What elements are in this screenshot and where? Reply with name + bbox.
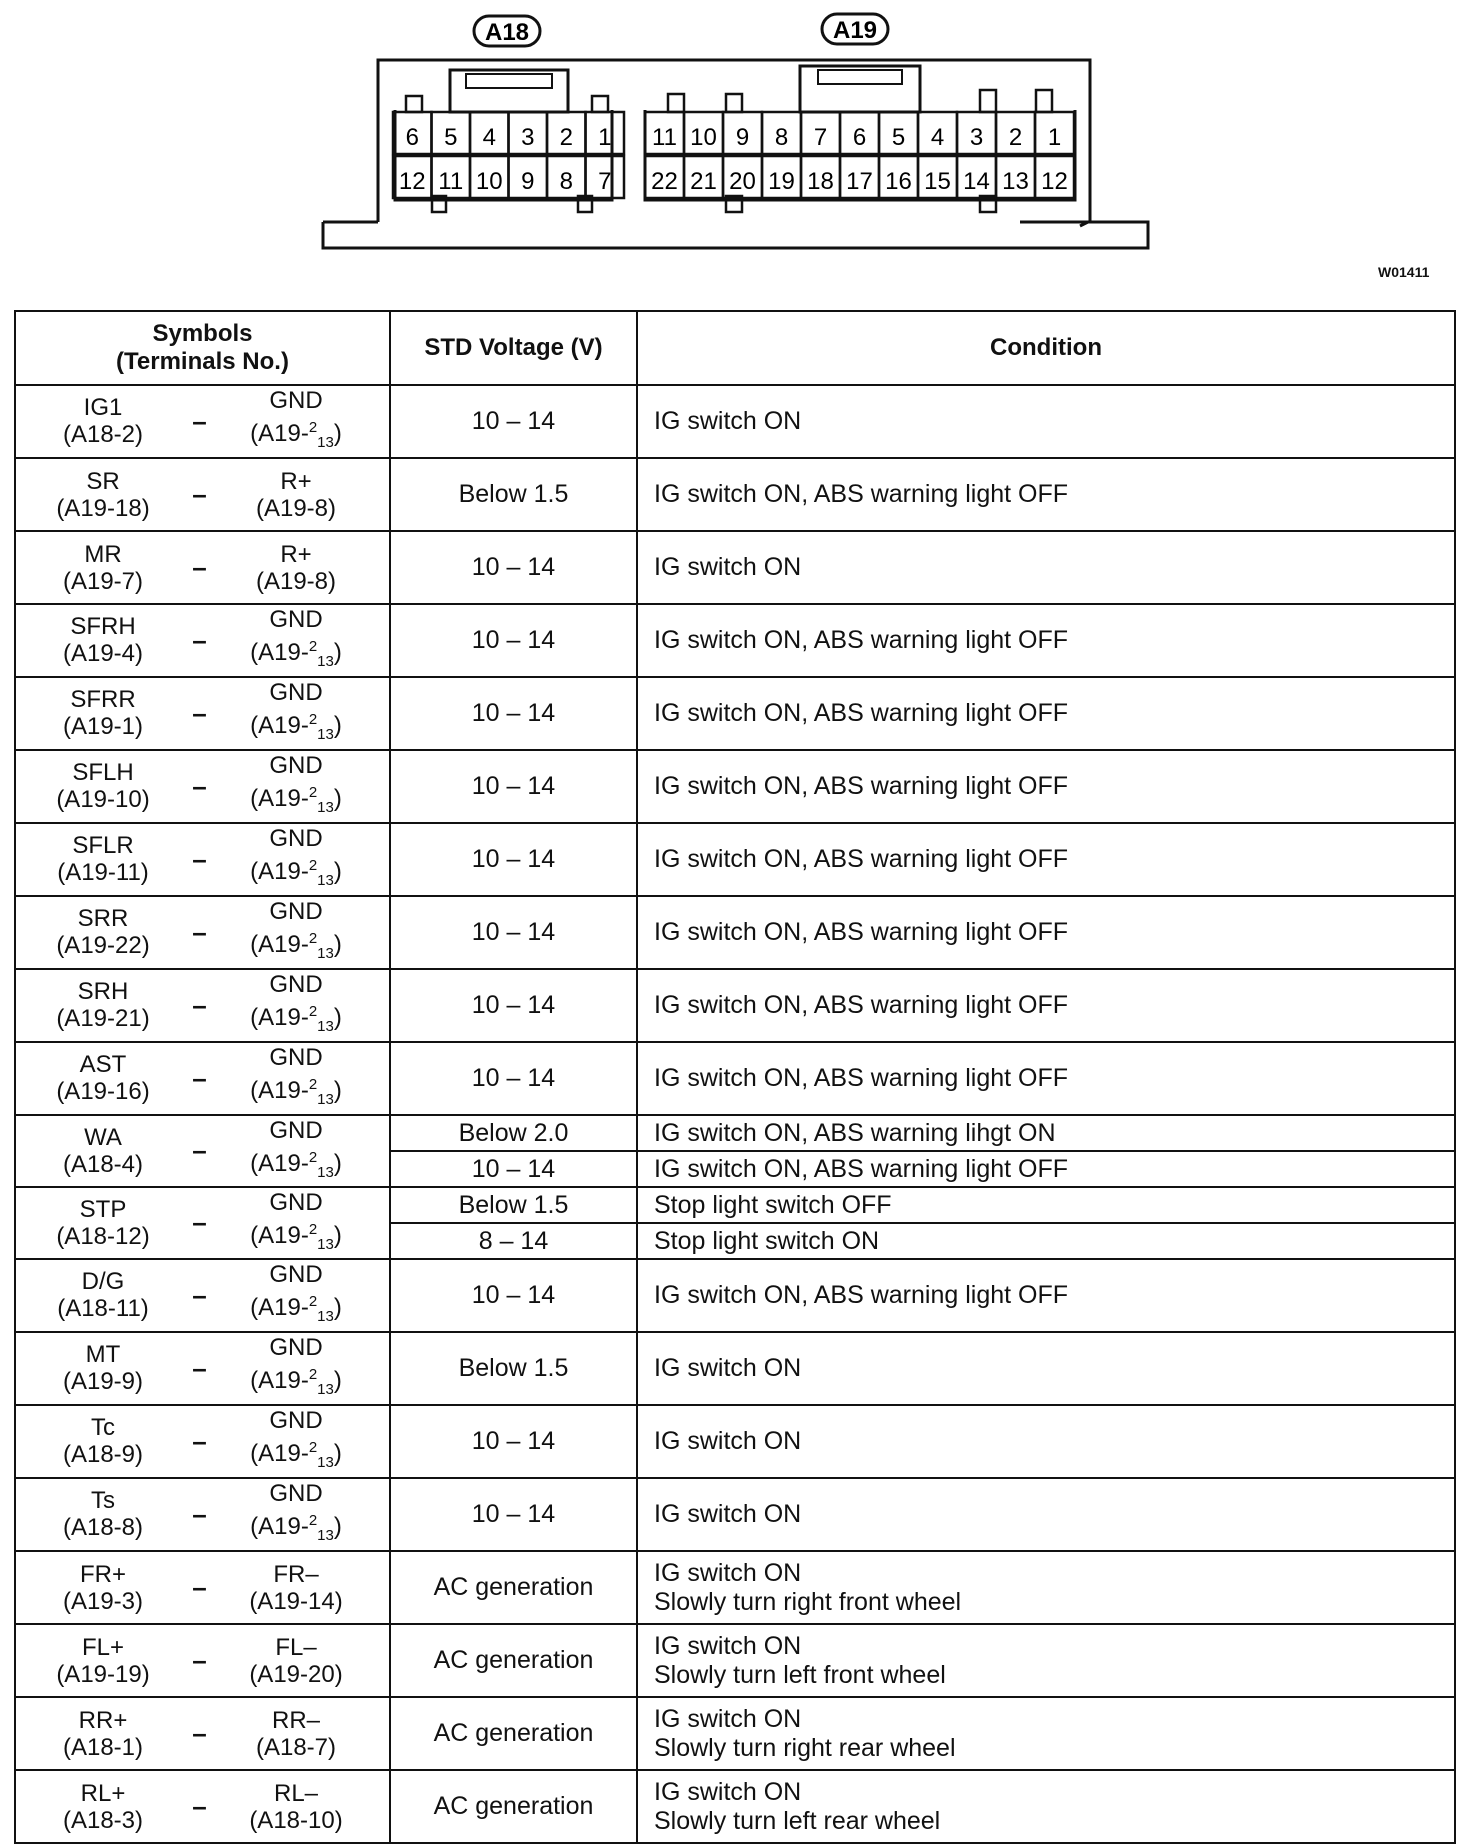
figure-code: W01411: [1378, 264, 1430, 280]
pin-number: 9: [735, 124, 750, 151]
symbols-cell: [15, 1697, 390, 1770]
voltage-cell: AC generation: [390, 1697, 637, 1770]
voltage-cell: 10 – 14: [390, 969, 637, 1042]
terminal-a: WA (A18-4): [62, 1123, 144, 1178]
table-row: [15, 385, 1455, 458]
terminal-b: GND (A19-$^2_{13}$): [250, 606, 342, 670]
table-row: [15, 1187, 1455, 1223]
condition-cell: IG switch ON: [637, 1478, 1455, 1551]
condition-cell: IG switch ON, ABS warning light OFF: [637, 1042, 1455, 1115]
terminal-b: FR– (A19-14): [249, 1560, 343, 1615]
voltage-cell: 10 – 14: [390, 1042, 637, 1115]
condition-line1: IG switch ON: [654, 1558, 802, 1587]
terminal-a: SR (A19-18): [56, 467, 150, 522]
terminal-dash: –: [192, 916, 207, 947]
pin-number: 11: [652, 124, 677, 151]
terminal-a: FL+ (A19-19): [56, 1633, 150, 1688]
pin-number: 5: [891, 124, 906, 151]
terminal-voltage-table: [14, 310, 1456, 1844]
pin-number: 8: [559, 168, 573, 195]
terminal-b: GND (A19-$^2_{13}$): [250, 898, 342, 962]
symbols-cell: [15, 969, 390, 1042]
pin-number: 19: [768, 168, 795, 195]
condition-cell: [637, 1624, 1455, 1697]
terminal-dash: –: [192, 989, 207, 1020]
terminal-a: SFRH (A19-4): [62, 613, 144, 668]
terminal-b: GND (A19-$^2_{13}$): [250, 1261, 342, 1325]
terminal-b: GND (A19-$^2_{13}$): [250, 1044, 342, 1108]
pin-number: 6: [852, 124, 867, 151]
table-row: [15, 750, 1455, 823]
terminal-b: FL– (A19-20): [249, 1633, 343, 1688]
table-row: [15, 1478, 1455, 1551]
condition-line1: IG switch ON: [654, 1631, 802, 1660]
condition-cell: IG switch ON, ABS warning light OFF: [637, 896, 1455, 969]
condition-cell: IG switch ON, ABS warning light OFF: [637, 969, 1455, 1042]
condition-line2: Slowly turn right front wheel: [654, 1587, 962, 1616]
terminal-a: SFRR (A19-1): [62, 686, 144, 741]
terminal-dash: –: [192, 1718, 207, 1748]
pin-number: 4: [482, 124, 496, 151]
pin-number: 9: [521, 168, 535, 195]
header-symbols-line1: Symbols: [152, 320, 253, 347]
terminal-a: SFLR (A19-11): [57, 832, 149, 887]
terminal-a: SFLH (A19-10): [56, 759, 150, 814]
terminal-a: AST (A19-16): [56, 1051, 150, 1106]
condition-cell: IG switch ON, ABS warning light OFF: [637, 750, 1455, 823]
terminal-a: Tc (A18-9): [62, 1414, 144, 1469]
terminal-dash: –: [192, 1425, 207, 1456]
condition-line1: IG switch ON: [654, 1704, 802, 1733]
condition-cell: IG switch ON, ABS warning light OFF: [637, 823, 1455, 896]
symbols-cell: [15, 1259, 390, 1332]
voltage-cell: Below 1.5: [390, 1187, 637, 1223]
condition-line2: Slowly turn left front wheel: [654, 1660, 946, 1689]
pin-number: 11: [438, 168, 464, 195]
terminal-b: GND (A19-$^2_{13}$): [250, 1334, 342, 1398]
terminal-b: R+ (A19-8): [255, 467, 337, 522]
table-row: [15, 1405, 1455, 1478]
terminal-a: MT (A19-9): [62, 1341, 144, 1396]
svg-text:A18: A18: [484, 19, 530, 46]
terminal-dash: –: [192, 1135, 207, 1166]
voltage-cell: 10 – 14: [390, 1259, 637, 1332]
table-row: [15, 896, 1455, 969]
terminal-dash: –: [192, 1207, 207, 1238]
terminal-dash: –: [192, 1279, 207, 1310]
table-row: [15, 1042, 1455, 1115]
symbols-cell: [15, 458, 390, 531]
symbols-cell: [15, 1405, 390, 1478]
terminal-b: GND (A19-$^2_{13}$): [250, 1407, 342, 1471]
pin-number: 1: [598, 124, 612, 151]
condition-cell: IG switch ON: [637, 531, 1455, 604]
terminal-dash: –: [192, 770, 207, 801]
pin-number: 20: [729, 168, 756, 195]
table-row: [15, 1115, 1455, 1151]
pin-number: 1: [1047, 124, 1062, 151]
pin-number: 12: [398, 168, 426, 195]
condition-line2: Slowly turn right rear wheel: [654, 1733, 956, 1762]
svg-text:A19: A19: [832, 17, 878, 44]
voltage-cell: 10 – 14: [390, 531, 637, 604]
condition-cell: IG switch ON: [637, 385, 1455, 458]
pin-number: 2: [559, 124, 573, 151]
terminal-b: GND (A19-$^2_{13}$): [250, 1188, 342, 1253]
voltage-cell: 10 – 14: [390, 896, 637, 969]
symbols-cell: [15, 896, 390, 969]
terminal-dash: –: [192, 843, 207, 874]
table-row: [15, 1697, 1455, 1770]
pin-number: 8: [774, 124, 789, 151]
pin-number: 22: [651, 168, 678, 195]
pin-number: 10: [475, 168, 503, 195]
terminal-a: SRR (A19-22): [56, 905, 150, 960]
voltage-cell: Below 1.5: [390, 1332, 637, 1405]
condition-cell: Stop light switch OFF: [637, 1187, 1455, 1223]
pin-number: 7: [813, 124, 828, 151]
voltage-cell: 10 – 14: [390, 823, 637, 896]
pin-number: 3: [521, 124, 535, 151]
voltage-cell: Below 1.5: [390, 458, 637, 531]
symbols-cell: [15, 604, 390, 677]
condition-cell: [637, 1770, 1455, 1843]
voltage-cell: 10 – 14: [390, 750, 637, 823]
terminal-b: R+ (A19-8): [255, 540, 337, 595]
symbols-cell: [15, 1187, 390, 1259]
terminal-a: D/G (A18-11): [57, 1268, 149, 1323]
symbols-cell: [15, 531, 390, 604]
terminal-a: Ts (A18-8): [62, 1487, 144, 1542]
condition-cell: IG switch ON, ABS warning light OFF: [637, 1259, 1455, 1332]
pin-number: 18: [807, 168, 834, 195]
terminal-dash: –: [192, 1062, 207, 1093]
condition-cell: IG switch ON: [637, 1405, 1455, 1478]
terminal-a: RL+ (A18-3): [62, 1779, 144, 1834]
table-body: [15, 385, 1455, 1843]
pin-number: 15: [924, 168, 951, 195]
pin-number: 5: [444, 124, 458, 151]
terminal-dash: –: [192, 1645, 207, 1675]
terminal-dash: –: [192, 697, 207, 728]
condition-cell: IG switch ON, ABS warning light OFF: [637, 677, 1455, 750]
terminal-dash: –: [192, 552, 207, 582]
voltage-cell: AC generation: [390, 1624, 637, 1697]
terminal-b: GND (A19-$^2_{13}$): [250, 971, 342, 1035]
pin-number: 12: [1041, 168, 1068, 195]
voltage-cell: Below 2.0: [390, 1115, 637, 1151]
table-row: [15, 969, 1455, 1042]
condition-cell: IG switch ON, ABS warning light OFF: [637, 458, 1455, 531]
terminal-a: STP (A18-12): [56, 1195, 150, 1250]
condition-cell: IG switch ON, ABS warning light OFF: [637, 1151, 1455, 1187]
symbols-cell: [15, 823, 390, 896]
voltage-cell: 10 – 14: [390, 677, 637, 750]
header-symbols: [15, 311, 390, 385]
voltage-cell: 10 – 14: [390, 385, 637, 458]
terminal-b: GND (A19-$^2_{13}$): [250, 679, 342, 743]
symbols-cell: [15, 1042, 390, 1115]
voltage-cell: 10 – 14: [390, 1478, 637, 1551]
voltage-cell: 10 – 14: [390, 1151, 637, 1187]
terminal-dash: –: [192, 1498, 207, 1529]
condition-cell: [637, 1697, 1455, 1770]
pin-number: 2: [1008, 124, 1023, 151]
condition-line1: IG switch ON: [654, 1777, 802, 1806]
table-row: [15, 458, 1455, 531]
terminal-a: RR+ (A18-1): [62, 1706, 144, 1761]
terminal-a: SRH (A19-21): [56, 978, 150, 1033]
condition-line2: Slowly turn left rear wheel: [654, 1806, 941, 1835]
terminal-b: GND (A19-$^2_{13}$): [250, 1116, 342, 1181]
terminal-b: GND (A19-$^2_{13}$): [250, 387, 342, 451]
condition-cell: IG switch ON: [637, 1332, 1455, 1405]
pin-number: 13: [1002, 168, 1029, 195]
table-header-row: [15, 311, 1455, 385]
symbols-cell: [15, 1770, 390, 1843]
symbols-cell: [15, 677, 390, 750]
connector-diagram: [0, 0, 1472, 300]
symbols-cell: [15, 1478, 390, 1551]
pin-number: 16: [885, 168, 912, 195]
voltage-cell: AC generation: [390, 1551, 637, 1624]
voltage-cell: AC generation: [390, 1770, 637, 1843]
connector-housing-base: [323, 222, 1148, 248]
terminal-b: GND (A19-$^2_{13}$): [250, 752, 342, 816]
table-row: [15, 677, 1455, 750]
header-condition: Condition: [637, 311, 1455, 385]
condition-cell: [637, 1551, 1455, 1624]
pin-number: 3: [969, 124, 984, 151]
voltage-cell: 10 – 14: [390, 604, 637, 677]
terminal-b: GND (A19-$^2_{13}$): [250, 825, 342, 889]
pin-number: 14: [963, 168, 990, 195]
table-row: [15, 1770, 1455, 1843]
a19-connector: [645, 66, 1075, 212]
a19-label: [822, 14, 888, 44]
table-row: [15, 1624, 1455, 1697]
terminal-dash: –: [192, 624, 207, 655]
condition-cell: Stop light switch ON: [637, 1223, 1455, 1259]
terminal-b: RR– (A18-7): [255, 1706, 337, 1761]
condition-cell: IG switch ON, ABS warning light OFF: [637, 604, 1455, 677]
pin-number: 4: [930, 124, 945, 151]
table-row: [15, 1551, 1455, 1624]
terminal-b: GND (A19-$^2_{13}$): [250, 1480, 342, 1544]
symbols-cell: [15, 1551, 390, 1624]
symbols-cell: [15, 750, 390, 823]
header-symbols-line2: (Terminals No.): [116, 348, 289, 375]
terminal-dash: –: [192, 479, 207, 509]
terminal-dash: –: [192, 1791, 207, 1821]
pin-number: 21: [690, 168, 717, 195]
table-row: [15, 531, 1455, 604]
voltage-cell: 10 – 14: [390, 1405, 637, 1478]
pin-number: 6: [405, 124, 419, 151]
condition-cell: IG switch ON, ABS warning lihgt ON: [637, 1115, 1455, 1151]
pin-number: 10: [690, 124, 717, 151]
pin-number: 17: [846, 168, 873, 195]
terminal-dash: –: [192, 1572, 207, 1602]
table-row: [15, 604, 1455, 677]
terminal-a: MR (A19-7): [62, 540, 144, 595]
table-row: [15, 823, 1455, 896]
a18-connector: [393, 70, 624, 212]
terminal-dash: –: [192, 405, 207, 436]
pin-number: 7: [598, 168, 612, 195]
symbols-cell: [15, 385, 390, 458]
symbols-cell: [15, 1332, 390, 1405]
table-row: [15, 1259, 1455, 1332]
a18-label: [474, 16, 540, 46]
table-row: [15, 1332, 1455, 1405]
terminal-a: IG1 (A18-2): [62, 394, 144, 449]
symbols-cell: [15, 1624, 390, 1697]
header-voltage: STD Voltage (V): [390, 311, 637, 385]
voltage-cell: 8 – 14: [390, 1223, 637, 1259]
terminal-a: FR+ (A19-3): [62, 1560, 144, 1615]
terminal-b: RL– (A18-10): [249, 1779, 343, 1834]
terminal-dash: –: [192, 1352, 207, 1383]
symbols-cell: [15, 1115, 390, 1187]
